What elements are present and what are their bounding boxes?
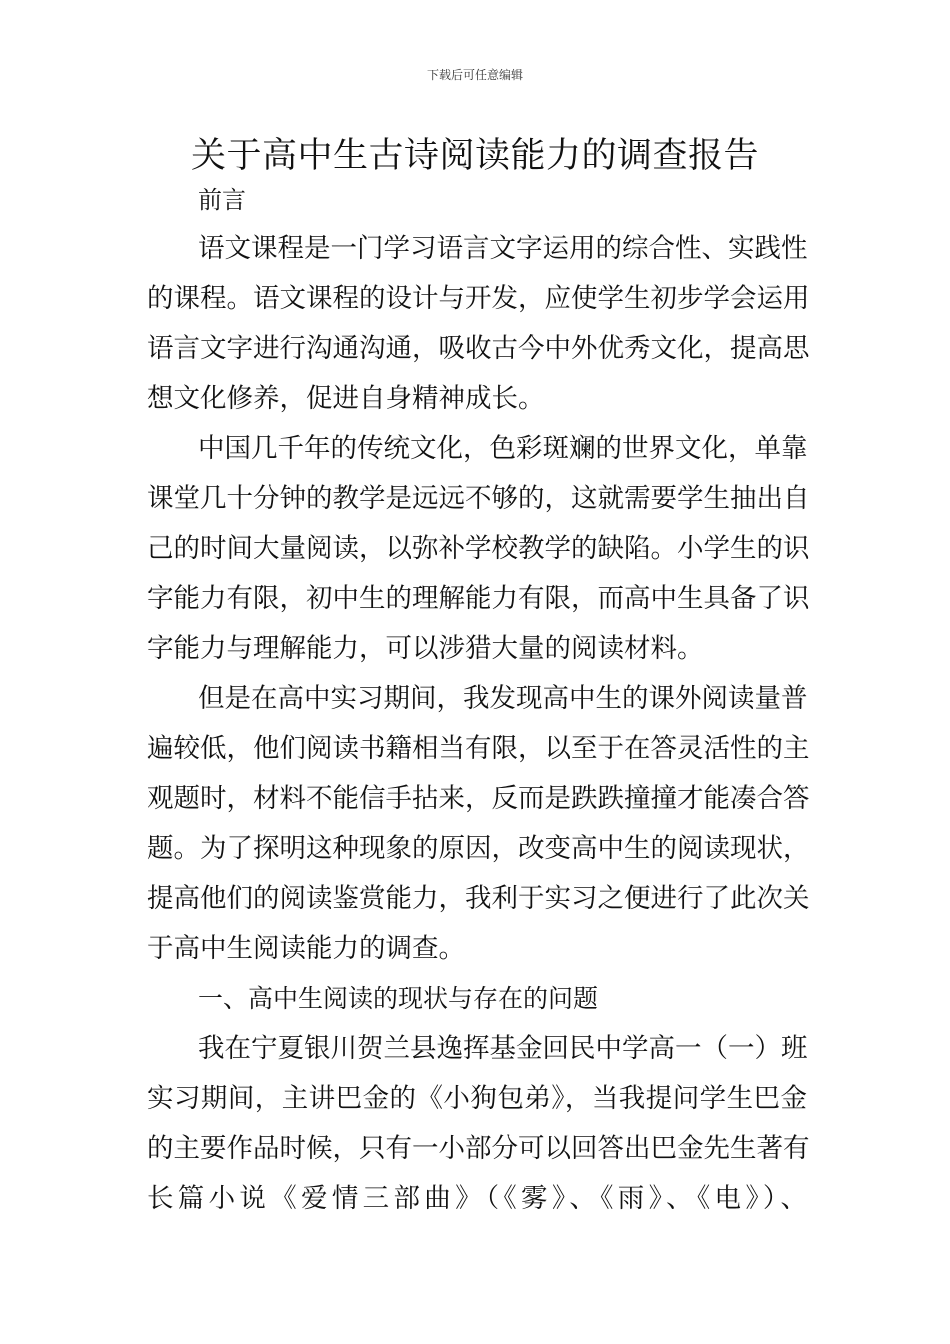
body-line: 己的时间大量阅读，以弥补学校教学的缺陷。小学生的识 <box>147 533 810 564</box>
body-line: 但是在高中实习期间，我发现高中生的课外阅读量普 <box>198 683 808 714</box>
body-line: 于高中生阅读能力的调查。 <box>147 933 465 964</box>
body-line: 想文化修养，促进自身精神成长。 <box>147 383 545 414</box>
body-line: 实习期间，主讲巴金的《小狗包弟》，当我提问学生巴金 <box>147 1083 807 1114</box>
body-line: 课堂几十分钟的教学是远远不够的，这就需要学生抽出自 <box>147 483 810 514</box>
header-note: 下载后可任意编辑 <box>426 68 523 82</box>
body-line: 题。为了探明这种现象的原因，改变高中生的阅读现状， <box>147 833 810 864</box>
preface-heading: 前言 <box>198 186 246 214</box>
body-line: 长篇小说《爱情三部曲》（《雾》、《雨》、《电》）、 <box>147 1183 807 1214</box>
body-line: 我在宁夏银川贺兰县逸挥基金回民中学高一（一）班 <box>198 1033 808 1064</box>
body-line: 中国几千年的传统文化，色彩斑斓的世界文化，单靠 <box>198 433 808 464</box>
document-title: 关于高中生古诗阅读能力的调查报告 <box>190 136 759 176</box>
section-heading: 一、高中生阅读的现状与存在的问题 <box>198 984 599 1013</box>
body-line: 提高他们的阅读鉴赏能力，我利于实习之便进行了此次关 <box>147 883 810 914</box>
body-line: 语言文字进行沟通沟通，吸收古今中外优秀文化，提高思 <box>147 333 810 364</box>
body-line: 字能力与理解能力，可以涉猎大量的阅读材料。 <box>147 633 704 664</box>
body-line: 的主要作品时候，只有一小部分可以回答出巴金先生著有 <box>147 1133 810 1164</box>
body-line: 字能力有限，初中生的理解能力有限，而高中生具备了识 <box>147 583 810 614</box>
body-line: 的课程。语文课程的设计与开发，应使学生初步学会运用 <box>147 283 810 314</box>
body-line: 遍较低，他们阅读书籍相当有限，以至于在答灵活性的主 <box>147 733 810 764</box>
body-line: 语文课程是一门学习语言文字运用的综合性、实践性 <box>198 233 808 264</box>
body-line: 观题时，材料不能信手拈来，反而是跌跌撞撞才能凑合答 <box>147 783 810 814</box>
